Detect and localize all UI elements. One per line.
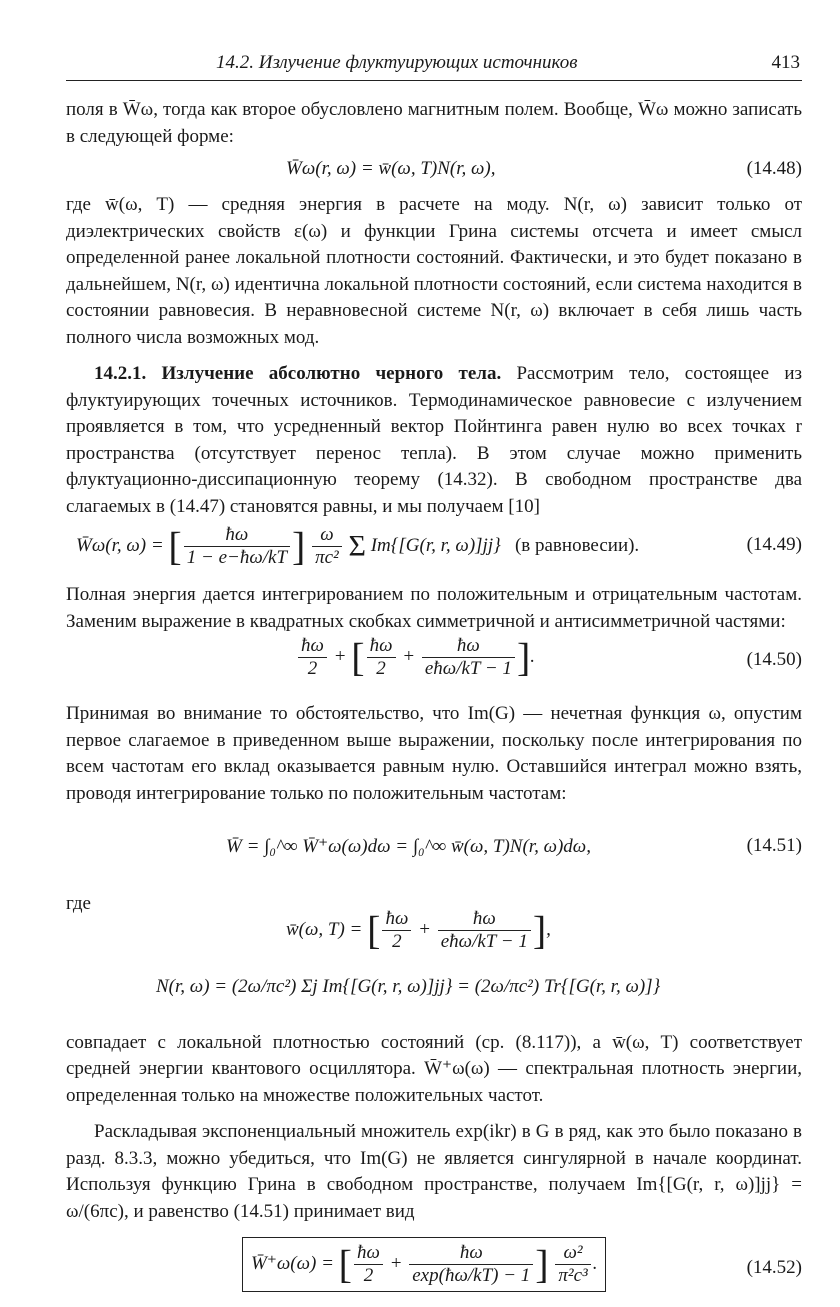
equation-14-50: $\frac{ħ\omega}{2}$ + [ $\frac{ħ\omega}{2}$ + $\frac{ħ\omega}{\text{eħω/kT − 1}}$ ]. (14.50): [66, 635, 802, 693]
equation-14-52: W̄⁺ω(ω) = [ $\frac{ħ\omega}{2}$ + $\frac{ħ\omega}{\exp(ħ\omega/kT) - 1}$ ] $\frac{\text{ω²}}{\text{π²c³}}$ . (14.52): [66, 1237, 802, 1307]
paragraph-5: Принимая во внимание то обстоятельство, что Im(G) — нечетная функция ω, опустим первое слагаемое в приведенном выше выражении, поскольку после интегрирования по всем частотам его вклад оказывается равным нулю. Оставшийся интеграл можно взять, проводя интегрирование только по положительным частотам:: [66, 703, 802, 804]
equation-w: w̄(ω, T) = [ $\frac{ħ\omega}{2}$ + $\frac{ħ\omega}{\text{eħω/kT − 1}}$ ],: [286, 907, 551, 952]
paragraph-6: совпадает с локальной плотностью состояний (ср. (8.117)), а w̄(ω, T) соответствует средней энергии квантового осциллятора. W̄⁺ω(ω) — спектральная плотность энергии, определенная только на множестве положительных частот.: [66, 1031, 802, 1106]
page-number: 413: [771, 52, 800, 73]
paragraph-4: Полная энергия дается интегрированием по положительным и отрицательным частотам. Заменим выражение в квадратных скобках симметричной и антисимметричной частями:: [66, 584, 802, 632]
section-title: 14.2. Излучение флуктуирующих источников: [216, 52, 578, 73]
subsection-title: 14.2.1. Излучение абсолютно черного тела.: [94, 363, 502, 384]
equation-number: (14.52): [746, 1257, 802, 1278]
equation-14-49: W̄ω(r, ω) = [ $\frac{ħ\omega}{1 - e-ħ\omega/kT}$ ] $\frac{\omega}{\text{πc²}}$ Σ Im{[G(r, r, ω)]jj} (в равновесии). (14.49): [76, 523, 802, 569]
running-head: [66, 40, 802, 81]
paragraph-1: поля в W̄ω, тогда как второе обусловлено магнитным полем. Вообще, W̄ω можно записать в следующей форме:: [66, 99, 802, 147]
paragraph-2: где w̄(ω, T) — средняя энергия в расчете на моду. N(r, ω) зависит только от диэлектрических свойств ε(ω) и функции Грина системы отсчета и имеет смысл определенной ранее локальной плотности состояний. Фактически, и это будет показано в дальнейшем, N(r, ω) идентична локальной плотности состояний, если система находится в состоянии равновесия. В неравновесной системе N(r, ω) включает в себя лишь часть полного числа возможных мод.: [66, 194, 802, 348]
equation-N: N(r, ω) = (2ω/πc²) Σj Im{[G(r, r, ω)]jj} = (2ω/πc²) Tr{[G(r, r, ω)]}: [156, 975, 661, 997]
paragraph-7: Раскладывая экспоненциальный множитель exp(ikr) в G в ряд, как это было показано в разд. 8.3.3, можно убедиться, что Im(G) не является сингулярной в начале координат. Используя функцию Грина в свободном пространстве, получаем Im{[G(r, r, ω)]jj} = ω/(6πc), и равенство (14.51) принимает вид: [66, 1121, 802, 1222]
equation-number: (14.50): [746, 649, 802, 670]
paragraph-3: Рассмотрим тело, состоящее из флуктуирующих точечных источников. Термодинамическое равновесие с излучением проявляется в том, что усредненный вектор Пойнтинга равен нулю во всех точках r пространства (отсутствует перенос тепла). В этом случае можно применить флуктуационно-диссипационную теорему (14.32). В свободном пространстве два слагаемых в (14.47) становятся равны, и мы получаем [10]: [66, 363, 803, 517]
page: [66, 40, 802, 1307]
equation-number: (14.48): [746, 158, 802, 179]
equation-number: (14.51): [746, 835, 802, 856]
equation-14-48: W̄ω(r, ω) = w̄(ω, T)N(r, ω), (14.48): [286, 158, 802, 179]
subsection-paragraph: [66, 361, 802, 520]
where-word: где: [66, 893, 91, 914]
equation-number: (14.49): [746, 534, 802, 555]
equation-14-51: W̄ = ∫₀^∞ W̄⁺ω(ω)dω = ∫₀^∞ w̄(ω, T)N(r, ω)dω, (14.51): [226, 835, 802, 857]
